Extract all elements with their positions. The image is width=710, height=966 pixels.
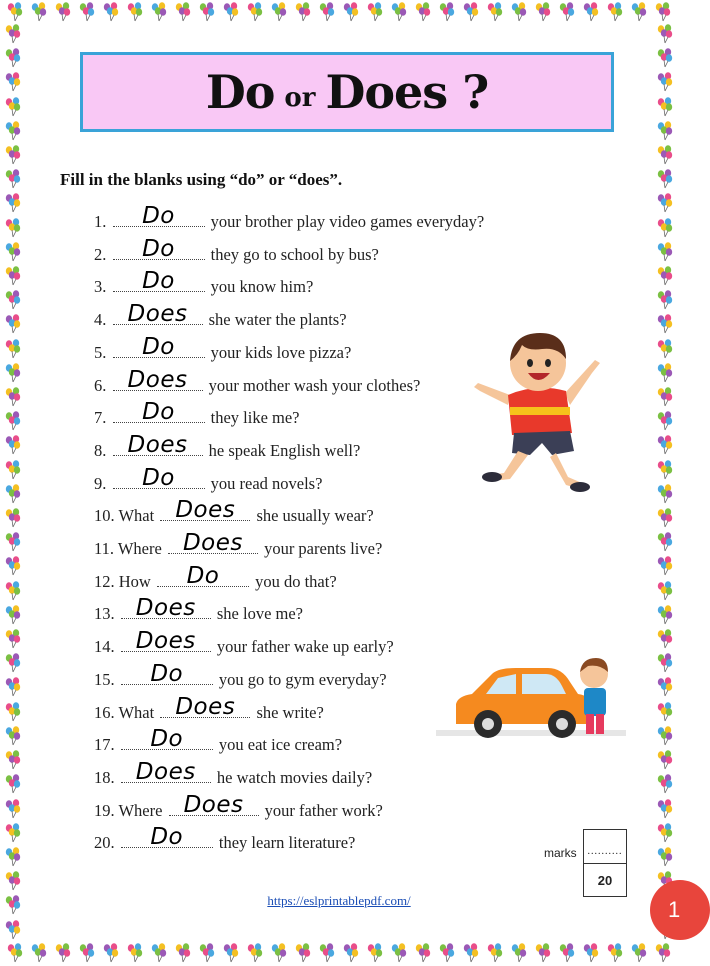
question-item (94, 660, 387, 692)
question-text: you go to gym everyday? (218, 669, 387, 689)
handwritten-answer: Do (150, 824, 184, 851)
balloon-bunch-icon (150, 943, 168, 963)
question-number: 2. (94, 244, 107, 264)
handwritten-answer: Does (182, 530, 243, 556)
title-connector: or (284, 83, 316, 113)
balloon-bunch-icon (102, 2, 120, 22)
balloon-bunch-icon (656, 387, 674, 407)
answer-blank[interactable] (121, 758, 211, 785)
balloon-bunch-icon (4, 677, 22, 697)
balloon-bunch-icon (606, 943, 624, 963)
balloon-bunch-icon (4, 920, 22, 940)
balloon-bunch-icon (606, 2, 624, 22)
balloon-bunch-icon (462, 943, 480, 963)
answer-blank[interactable] (160, 693, 250, 720)
balloon-bunch-icon (4, 847, 22, 867)
question-text: your kids love pizza? (210, 342, 352, 362)
instructions: Fill in the blanks using “do” or “does”. (60, 170, 343, 189)
handwritten-answer: Does (127, 366, 188, 393)
car-with-boy-illustration (436, 652, 626, 747)
worksheet-title (80, 52, 614, 132)
handwritten-answer: Does (135, 628, 196, 655)
answer-blank[interactable] (113, 235, 205, 262)
handwritten-answer: Does (183, 791, 244, 818)
balloon-bunch-icon (390, 2, 408, 22)
balloon-bunch-icon (4, 508, 22, 528)
question-number: 10. (94, 506, 115, 526)
question-text: she write? (256, 702, 324, 722)
handwritten-answer: Does (127, 431, 188, 458)
balloon-bunch-icon (414, 943, 432, 963)
question-text: you know him? (210, 277, 314, 297)
balloon-bunch-icon (656, 266, 674, 286)
question-item (94, 203, 485, 234)
balloon-bunch-icon (366, 2, 384, 22)
answer-blank[interactable] (113, 333, 205, 360)
question-item (94, 791, 383, 823)
balloon-bunch-icon (294, 943, 312, 963)
question-number: 20. (94, 833, 115, 853)
balloon-bunch-icon (4, 24, 22, 44)
answer-blank[interactable] (121, 660, 213, 687)
balloon-bunch-icon (656, 290, 674, 310)
answer-blank[interactable] (113, 464, 205, 491)
question-item (94, 693, 324, 725)
balloon-bunch-icon (174, 2, 192, 22)
balloon-bunch-icon (486, 943, 504, 963)
balloon-bunch-icon (656, 121, 674, 141)
question-text: they learn literature? (218, 833, 356, 853)
question-number: 17. (94, 735, 115, 755)
question-number: 19. (94, 800, 115, 820)
question-text: he watch movies daily? (216, 767, 373, 787)
question-number: 5. (94, 342, 107, 362)
question-text: your father wake up early? (216, 637, 394, 657)
balloon-bunch-icon (246, 2, 264, 22)
answer-blank[interactable] (113, 399, 205, 426)
balloon-bunch-icon (656, 508, 674, 528)
balloon-bunch-icon (656, 314, 674, 334)
handwritten-answer: Do (186, 562, 220, 589)
question-number: 16. (94, 702, 115, 722)
balloon-bunch-icon (126, 943, 144, 963)
balloon-bunch-icon (656, 218, 674, 238)
balloon-bunch-icon (4, 605, 22, 625)
question-prefix: What (118, 702, 155, 722)
marks-score-field[interactable]: .......... (584, 830, 626, 864)
question-number: 14. (94, 637, 115, 657)
question-number: 6. (94, 375, 107, 395)
balloon-bunch-icon (654, 943, 672, 963)
handwritten-answer: Do (142, 235, 175, 262)
balloon-bunch-icon (656, 556, 674, 576)
question-text: she usually wear? (256, 506, 374, 526)
question-number: 4. (94, 310, 107, 330)
balloon-bunch-icon (438, 2, 456, 22)
question-item (94, 464, 323, 496)
balloon-bunch-icon (656, 799, 674, 819)
balloon-bunch-icon (438, 943, 456, 963)
question-text: you eat ice cream? (218, 735, 343, 755)
answer-blank[interactable] (113, 203, 205, 229)
balloon-bunch-icon (656, 460, 674, 480)
balloon-bunch-icon (318, 2, 336, 22)
balloon-bunch-icon (4, 218, 22, 238)
balloon-bunch-icon (4, 653, 22, 673)
balloon-bunch-icon (198, 2, 216, 22)
balloon-bunch-icon (414, 2, 432, 22)
question-text: they like me? (210, 408, 300, 428)
question-text: your father work? (264, 800, 383, 820)
balloon-bunch-icon (558, 2, 576, 22)
balloon-bunch-icon (246, 943, 264, 963)
balloon-bunch-icon (6, 943, 24, 963)
balloon-bunch-icon (4, 290, 22, 310)
question-item (94, 366, 421, 398)
answer-blank[interactable] (168, 530, 258, 556)
question-prefix: How (118, 571, 151, 591)
balloon-bunch-icon (656, 677, 674, 697)
balloon-bunch-icon (510, 2, 528, 22)
jumping-boy-illustration (470, 325, 605, 495)
question-item (94, 431, 361, 463)
balloon-bunch-icon (54, 2, 72, 22)
balloon-bunch-icon (630, 943, 648, 963)
question-item (94, 268, 314, 299)
question-item (94, 726, 343, 757)
balloon-bunch-icon (656, 532, 674, 552)
balloon-bunch-icon (462, 2, 480, 22)
question-item (94, 301, 347, 332)
question-number: 11. (94, 539, 115, 558)
balloon-bunch-icon (4, 145, 22, 165)
question-text: he speak English well? (208, 440, 361, 460)
handwritten-answer: Does (127, 301, 188, 328)
handwritten-answer: Does (175, 693, 236, 720)
answer-blank[interactable] (113, 301, 203, 328)
balloon-bunch-icon (656, 726, 674, 746)
balloon-bunch-icon (656, 24, 674, 44)
balloon-bunch-icon (486, 2, 504, 22)
balloon-bunch-icon (656, 169, 674, 189)
question-item (94, 824, 356, 855)
balloon-bunch-icon (4, 726, 22, 746)
balloon-bunch-icon (270, 2, 288, 22)
balloon-bunch-icon (342, 2, 360, 22)
handwritten-answer: Does (135, 595, 196, 622)
balloon-bunch-icon (656, 145, 674, 165)
question-number: 12. (94, 571, 115, 591)
balloon-bunch-icon (4, 774, 22, 794)
question-text: you do that? (255, 571, 337, 591)
balloon-bunch-icon (4, 871, 22, 891)
balloon-bunch-icon (656, 339, 674, 359)
balloon-bunch-icon (150, 2, 168, 22)
balloon-bunch-icon (78, 2, 96, 22)
question-prefix: What (118, 506, 155, 526)
balloon-bunch-icon (270, 943, 288, 963)
question-text: your mother wash your clothes? (208, 375, 421, 395)
question-prefix: Where (118, 800, 163, 820)
balloon-bunch-icon (4, 169, 22, 189)
question-item (94, 399, 300, 430)
question-item (94, 530, 383, 561)
balloon-bunch-icon (558, 943, 576, 963)
question-text: you read novels? (210, 473, 323, 493)
question-text: your parents live? (264, 539, 383, 558)
balloon-bunch-icon (4, 339, 22, 359)
question-text: your brother play video games everyday? (210, 212, 485, 231)
balloon-bunch-icon (30, 2, 48, 22)
question-text: they go to school by bus? (210, 244, 379, 264)
balloon-border-bottom (0, 940, 678, 966)
balloon-bunch-icon (174, 943, 192, 963)
handwritten-answer: Do (142, 268, 175, 295)
balloon-bunch-icon (656, 242, 674, 262)
balloon-bunch-icon (534, 2, 552, 22)
balloon-bunch-icon (656, 484, 674, 504)
balloon-bunch-icon (4, 556, 22, 576)
balloon-border-right (652, 24, 678, 940)
balloon-bunch-icon (4, 532, 22, 552)
question-prefix: Where (117, 539, 162, 558)
balloon-bunch-icon (656, 653, 674, 673)
marks-total: 20 (597, 872, 613, 888)
answer-blank[interactable] (113, 366, 203, 393)
question-item (94, 333, 352, 365)
balloon-bunch-icon (4, 750, 22, 770)
balloon-bunch-icon (656, 363, 674, 383)
answer-blank[interactable] (121, 824, 213, 851)
question-item (94, 628, 394, 659)
balloon-bunch-icon (342, 943, 360, 963)
balloon-bunch-icon (198, 943, 216, 963)
balloon-bunch-icon (4, 363, 22, 383)
handwritten-answer: Do (142, 333, 175, 360)
balloon-bunch-icon (78, 943, 96, 963)
balloon-bunch-icon (294, 2, 312, 22)
question-number: 1. (94, 212, 107, 231)
balloon-bunch-icon (222, 943, 240, 963)
answer-blank[interactable] (113, 431, 203, 458)
balloon-bunch-icon (4, 460, 22, 480)
answer-blank[interactable] (121, 595, 211, 622)
balloon-border-left (0, 24, 26, 940)
answer-blank[interactable] (169, 791, 259, 818)
handwritten-answer: Do (142, 203, 175, 229)
balloon-bunch-icon (656, 605, 674, 625)
balloon-bunch-icon (656, 72, 674, 92)
balloon-bunch-icon (4, 581, 22, 601)
balloon-bunch-icon (4, 266, 22, 286)
question-number: 18. (94, 767, 115, 787)
handwritten-answer: Do (142, 464, 175, 491)
question-number: 7. (94, 408, 107, 428)
handwritten-answer: Do (150, 660, 184, 687)
balloon-bunch-icon (656, 411, 674, 431)
balloon-bunch-icon (656, 97, 674, 117)
balloon-bunch-icon (4, 387, 22, 407)
balloon-bunch-icon (4, 242, 22, 262)
balloon-bunch-icon (4, 702, 22, 722)
answer-blank[interactable] (121, 726, 213, 753)
question-item (94, 562, 337, 594)
balloon-bunch-icon (102, 943, 120, 963)
question-number: 13. (94, 604, 115, 624)
title-part1: Do (205, 65, 275, 119)
title-part2: Does ? (325, 65, 489, 119)
balloon-bunch-icon (4, 823, 22, 843)
handwritten-answer: Does (175, 497, 236, 524)
balloon-bunch-icon (4, 411, 22, 431)
balloon-bunch-icon (656, 823, 674, 843)
handwritten-answer: Do (142, 399, 175, 426)
balloon-bunch-icon (534, 943, 552, 963)
question-text: she water the plants? (208, 310, 347, 330)
balloon-bunch-icon (4, 629, 22, 649)
balloon-bunch-icon (390, 943, 408, 963)
balloon-bunch-icon (4, 72, 22, 92)
question-text: she love me? (216, 604, 304, 624)
answer-blank[interactable] (157, 562, 249, 589)
balloon-bunch-icon (366, 943, 384, 963)
balloon-bunch-icon (318, 943, 336, 963)
footer-link[interactable]: https://eslprintablepdf.com/ (267, 893, 411, 908)
question-number: 8. (94, 440, 107, 460)
balloon-bunch-icon (4, 799, 22, 819)
balloon-bunch-icon (4, 48, 22, 68)
balloon-bunch-icon (656, 629, 674, 649)
balloon-bunch-icon (54, 943, 72, 963)
balloon-bunch-icon (582, 943, 600, 963)
balloon-bunch-icon (222, 2, 240, 22)
answer-blank[interactable] (121, 628, 211, 655)
answer-blank[interactable] (113, 268, 205, 295)
balloon-bunch-icon (126, 2, 144, 22)
balloon-bunch-icon (510, 943, 528, 963)
question-item (94, 758, 373, 790)
handwritten-answer: Do (150, 726, 184, 753)
balloon-bunch-icon (630, 2, 648, 22)
question-number: 9. (94, 473, 107, 493)
question-item (94, 235, 379, 267)
question-number: 3. (94, 277, 107, 297)
balloon-bunch-icon (656, 48, 674, 68)
question-item (94, 595, 304, 626)
balloon-bunch-icon (656, 750, 674, 770)
balloon-bunch-icon (4, 193, 22, 213)
balloon-bunch-icon (656, 435, 674, 455)
answer-blank[interactable] (160, 497, 250, 524)
question-number: 15. (94, 669, 115, 689)
balloon-bunch-icon (30, 943, 48, 963)
marks-box (583, 829, 627, 897)
balloon-bunch-icon (4, 97, 22, 117)
balloon-border-top (0, 0, 678, 24)
balloon-bunch-icon (656, 193, 674, 213)
handwritten-answer: Does (135, 758, 196, 785)
question-item (94, 497, 374, 528)
balloon-bunch-icon (4, 484, 22, 504)
marks-label: marks (544, 846, 577, 860)
page-number-badge: 1 (650, 880, 710, 940)
balloon-bunch-icon (4, 314, 22, 334)
balloon-bunch-icon (6, 2, 24, 22)
balloon-bunch-icon (656, 581, 674, 601)
balloon-bunch-icon (654, 2, 672, 22)
balloon-bunch-icon (4, 435, 22, 455)
balloon-bunch-icon (582, 2, 600, 22)
balloon-bunch-icon (656, 774, 674, 794)
balloon-bunch-icon (4, 121, 22, 141)
balloon-bunch-icon (656, 702, 674, 722)
balloon-bunch-icon (656, 847, 674, 867)
